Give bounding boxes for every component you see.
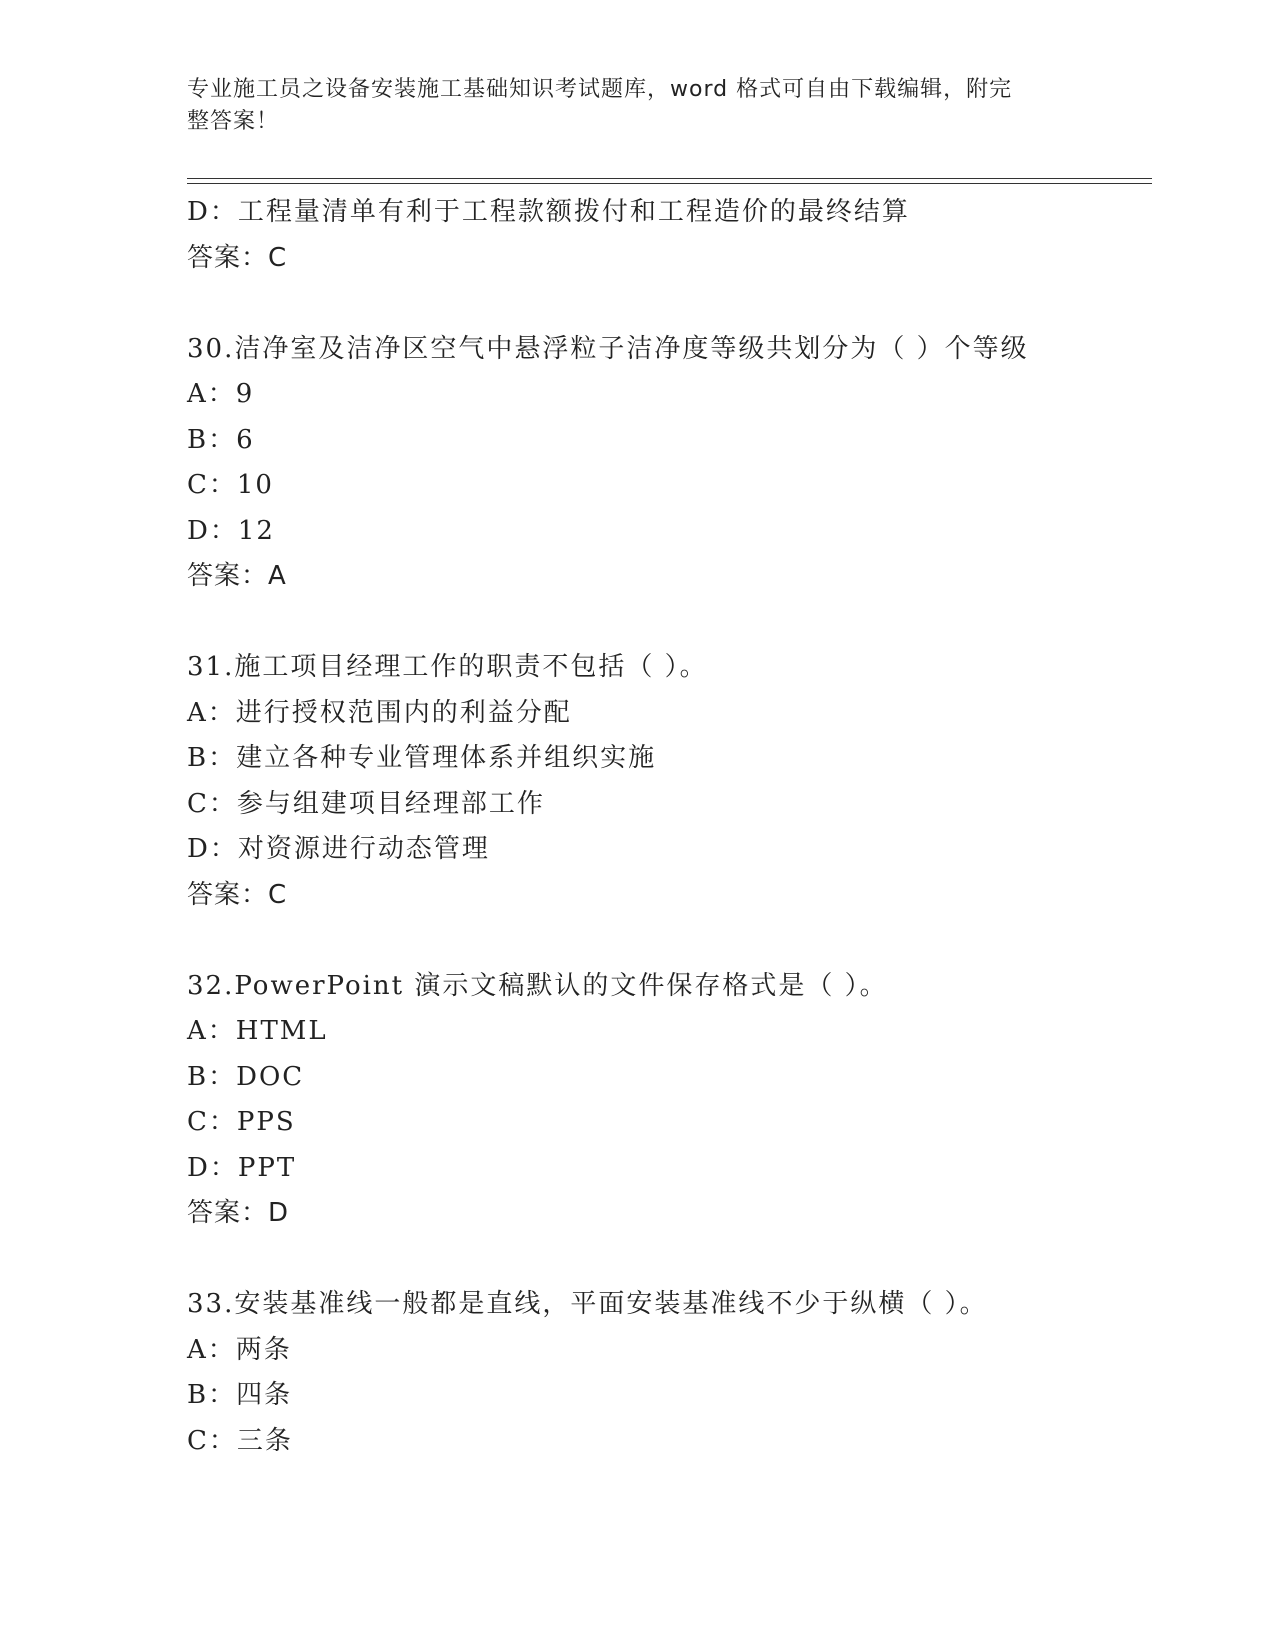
spacer (187, 281, 1147, 327)
option-b: B：四条 (187, 1380, 293, 1410)
option-d: D：工程量清单有利于工程款额拨付和工程造价的最终结算 (187, 197, 910, 227)
option-d: D：12 (187, 515, 275, 546)
question-text: 31.施工项目经理工作的职责不包括（ ）。 (187, 652, 708, 682)
question-block-33 (187, 1282, 1147, 1464)
header-divider-top (187, 178, 1152, 179)
question-block-31 (187, 645, 1147, 918)
header-line-1: 专业施工员之设备安装施工基础知识考试题库，word 格式可自由下载编辑，附完 (187, 77, 1013, 102)
option-b: B：DOC (187, 1061, 305, 1092)
document-header (187, 74, 1067, 138)
option-d: D：对资源进行动态管理 (187, 834, 490, 864)
option-a: A：HTML (187, 1016, 328, 1046)
question-text: 30.洁净室及洁净区空气中悬浮粒子洁净度等级共划分为（ ）个等级 (187, 333, 1029, 364)
answer-line: 答案：A (187, 561, 287, 591)
question-block-30 (187, 327, 1147, 600)
option-a: A：两条 (187, 1334, 292, 1365)
question-block-29 (187, 190, 1147, 281)
option-c: C：10 (187, 470, 274, 500)
spacer (187, 918, 1147, 964)
header-divider-bottom (187, 183, 1152, 184)
option-b: B：6 (187, 424, 255, 455)
header-line-2: 整答案！ (187, 109, 280, 134)
option-c: C：三条 (187, 1425, 293, 1456)
answer-line: 答案：C (187, 879, 288, 910)
answer-line: 答案：D (187, 1198, 290, 1228)
spacer (187, 1237, 1147, 1283)
option-b: B：建立各种专业管理体系并组织实施 (187, 743, 657, 773)
question-block-32 (187, 964, 1147, 1237)
answer-line: 答案：C (187, 242, 288, 273)
question-text: 32.PowerPoint 演示文稿默认的文件保存格式是（ ）。 (187, 970, 888, 1001)
spacer (187, 600, 1147, 646)
option-c: C：PPS (187, 1107, 296, 1137)
question-text: 33.安装基准线一般都是直线，平面安装基准线不少于纵横（ ）。 (187, 1289, 988, 1319)
option-d: D：PPT (187, 1152, 297, 1183)
question-list (187, 190, 1147, 1464)
option-a: A：进行授权范围内的利益分配 (187, 697, 572, 728)
option-c: C：参与组建项目经理部工作 (187, 788, 545, 819)
option-a: A：9 (187, 379, 255, 409)
